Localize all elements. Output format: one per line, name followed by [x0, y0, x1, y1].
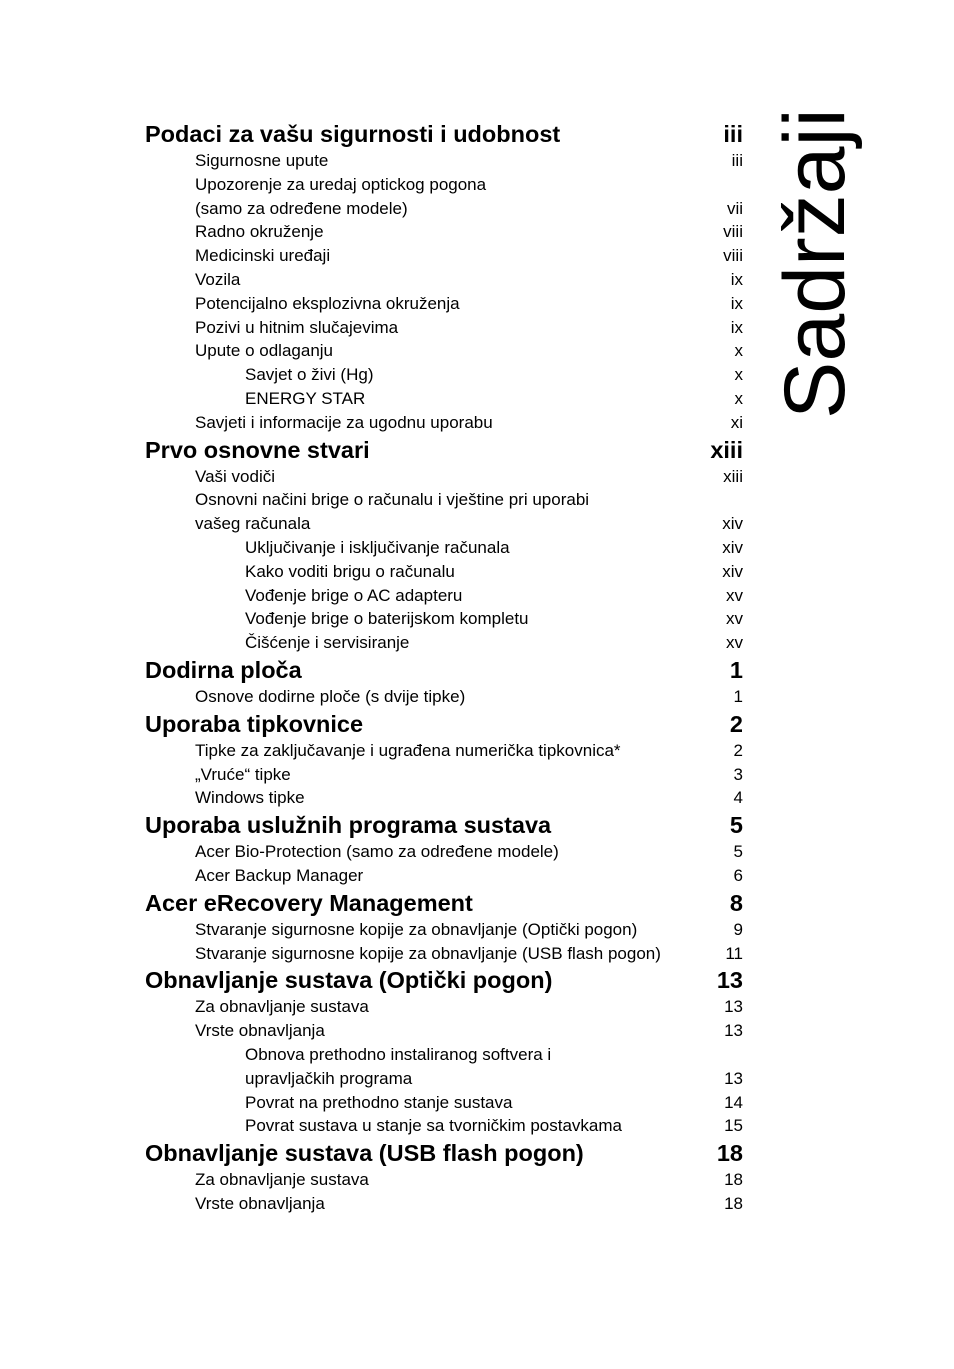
toc-entry-page: xv	[726, 585, 743, 605]
toc-entry-page: vii	[726, 198, 743, 218]
toc-entry-title: „Vruće“ tipke	[195, 764, 291, 784]
toc-entry-title: Medicinski uređaji	[195, 246, 331, 266]
toc-subsection-row[interactable]	[145, 584, 743, 608]
toc-entry-page: ix	[730, 269, 743, 289]
toc-entry-page: x	[734, 341, 743, 361]
toc-entry-title: Savjet o živi (Hg)	[245, 365, 374, 385]
toc-entry-page: iii	[731, 151, 743, 170]
toc-entry-page: 2	[733, 740, 743, 760]
toc-section-row[interactable]	[145, 220, 743, 244]
toc-entry-title: Pozivi u hitnim slučajevima	[195, 317, 399, 337]
toc-chapter-row[interactable]	[145, 435, 743, 465]
toc-entry-page: 18	[716, 1140, 743, 1167]
toc-entry-title: Uporaba tipkovnice	[145, 710, 364, 737]
toc-entry-title: Obnavljanje sustava (Optički pogon)	[145, 967, 553, 994]
toc-entry-title: Vozila	[195, 269, 241, 289]
toc-entry-title: Podaci za vašu sigurnosti i udobnost	[145, 121, 561, 147]
toc-entry-page: xv	[726, 633, 743, 653]
toc-section-row[interactable]	[145, 786, 743, 810]
toc-chapter-row[interactable]	[145, 709, 743, 739]
toc-subsection-row[interactable]	[145, 560, 743, 584]
toc-entry-page: 5	[733, 842, 743, 862]
toc-section-row[interactable]	[145, 149, 743, 173]
table-of-contents	[145, 119, 743, 1216]
toc-entry-page: 13	[724, 1021, 743, 1041]
toc-section-row[interactable]	[145, 268, 743, 292]
toc-entry-title: Prvo osnovne stvari	[145, 436, 370, 463]
toc-chapter-row[interactable]	[145, 119, 743, 149]
toc-entry-page: ix	[730, 317, 743, 337]
toc-entry-page: xiii	[710, 436, 743, 463]
toc-entry-title: Kako voditi brigu o računalu	[245, 561, 455, 581]
toc-section-row[interactable]	[145, 316, 743, 340]
toc-section-row[interactable]	[145, 739, 743, 763]
toc-chapter-row[interactable]	[145, 888, 743, 918]
toc-subsection-row[interactable]	[145, 363, 743, 387]
toc-entry-title: ENERGY STAR	[245, 388, 366, 408]
toc-subsection-row[interactable]	[145, 631, 743, 655]
toc-entry-title: upravljačkih programa	[245, 1068, 413, 1088]
toc-section-row[interactable]	[145, 1019, 743, 1043]
toc-entry-title: Obnova prethodno instaliranog softvera i	[245, 1044, 552, 1064]
toc-entry-title: Vrste obnavljanja	[195, 1193, 325, 1213]
toc-entry-title: Upozorenje za uredaj optickog pogona	[195, 174, 487, 194]
toc-subsection-row[interactable]	[145, 1114, 743, 1138]
toc-section-row[interactable]	[145, 488, 743, 512]
toc-entry-page: 11	[725, 943, 743, 963]
toc-entry-page: 6	[733, 865, 743, 885]
toc-chapter-row[interactable]	[145, 655, 743, 685]
toc-entry-title: Savjeti i informacije za ugodnu uporabu	[195, 412, 493, 432]
toc-section-row[interactable]	[145, 942, 743, 966]
toc-section-row[interactable]	[145, 685, 743, 709]
toc-entry-title: Sigurnosne upute	[195, 151, 329, 170]
toc-entry-title: Vođenje brige o AC adapteru	[245, 585, 463, 605]
toc-chapter-row[interactable]	[145, 1138, 743, 1168]
toc-entry-title: (samo za određene modele)	[195, 198, 408, 218]
toc-subsection-row[interactable]	[145, 1043, 743, 1067]
toc-entry-page: 15	[724, 1116, 743, 1136]
toc-entry-title: Uključivanje i isključivanje računala	[245, 537, 510, 557]
toc-entry-title: Povrat na prethodno stanje sustava	[245, 1092, 513, 1112]
toc-section-row[interactable]	[145, 512, 743, 536]
toc-section-row[interactable]	[145, 244, 743, 268]
toc-subsection-row[interactable]	[145, 1067, 743, 1091]
toc-entry-page: xiv	[722, 561, 743, 581]
toc-entry-page: viii	[723, 222, 743, 242]
toc-entry-title: Vaši vodiči	[195, 466, 275, 486]
toc-entry-page: xi	[730, 412, 743, 432]
toc-section-row[interactable]	[145, 197, 743, 221]
toc-entry-page: 8	[729, 889, 743, 916]
toc-entry-page: 1	[733, 686, 743, 706]
toc-entry-title: Potencijalno eksplozivna okruženja	[195, 293, 460, 313]
toc-section-row[interactable]	[145, 1168, 743, 1192]
toc-entry-page: xiv	[722, 537, 743, 557]
toc-entry-page: xiii	[723, 466, 743, 486]
toc-subsection-row[interactable]	[145, 387, 743, 411]
toc-section-row[interactable]	[145, 465, 743, 489]
toc-chapter-row[interactable]	[145, 965, 743, 995]
toc-subsection-row[interactable]	[145, 1091, 743, 1115]
toc-entry-title: Upute o odlaganju	[195, 341, 334, 361]
toc-section-row[interactable]	[145, 918, 743, 942]
toc-entry-title: Acer Bio-Protection (samo za određene modele)	[195, 842, 559, 862]
toc-entry-page: 3	[733, 764, 743, 784]
toc-entry-title: Osnovni načini brige o računalu i vještine pri uporabi	[195, 490, 590, 510]
toc-section-row[interactable]	[145, 339, 743, 363]
toc-entry-page: 4	[733, 788, 743, 808]
toc-entry-title: Stvaranje sigurnosne kopije za obnavljanje (Optički pogon)	[195, 919, 638, 939]
toc-subsection-row[interactable]	[145, 607, 743, 631]
toc-entry-title: Vođenje brige o baterijskom kompletu	[245, 609, 529, 629]
toc-entry-title: Dodirna ploča	[145, 656, 302, 683]
toc-entry-title: Tipke za zaključavanje i ugrađena numerička tipkovnica*	[195, 740, 621, 760]
toc-entry-page: ix	[730, 293, 743, 313]
toc-entry-title: Povrat sustava u stanje sa tvorničkim postavkama	[245, 1116, 622, 1136]
toc-entry-page: xv	[726, 609, 743, 629]
toc-entry-page: viii	[723, 246, 743, 266]
toc-entry-title: Čišćenje i servisiranje	[245, 633, 410, 653]
toc-section-row[interactable]	[145, 292, 743, 316]
toc-section-row[interactable]	[145, 840, 743, 864]
toc-entry-page: 13	[724, 997, 743, 1017]
side-title: Sadržaji	[767, 108, 863, 419]
toc-entry-page: 13	[716, 967, 743, 994]
toc-entry-page: 13	[724, 1068, 743, 1088]
toc-entry-title: Uporaba uslužnih programa sustava	[145, 812, 552, 839]
toc-chapter-row[interactable]	[145, 810, 743, 840]
toc-entry-title: Windows tipke	[195, 788, 305, 808]
toc-entry-page: 18	[724, 1170, 743, 1190]
toc-entry-title: Obnavljanje sustava (USB flash pogon)	[145, 1140, 584, 1167]
toc-entry-page: 5	[729, 812, 743, 839]
toc-entry-title: Za obnavljanje sustava	[195, 997, 369, 1017]
toc-entry-title: Stvaranje sigurnosne kopije za obnavljanje (USB flash pogon)	[195, 943, 661, 963]
toc-entry-title: Acer Backup Manager	[195, 865, 364, 885]
toc-entry-page: 2	[729, 710, 743, 737]
toc-entry-title: Za obnavljanje sustava	[195, 1170, 369, 1190]
toc-entry-title: Osnove dodirne ploče (s dvije tipke)	[195, 686, 466, 706]
toc-entry-page: 9	[733, 919, 743, 939]
toc-entry-page: 14	[724, 1092, 743, 1112]
toc-section-row[interactable]	[145, 1192, 743, 1216]
toc-entry-page: 1	[729, 656, 743, 683]
toc-entry-page: 18	[724, 1193, 743, 1213]
toc-section-row[interactable]	[145, 173, 743, 197]
toc-entry-title: Acer eRecovery Management	[145, 889, 473, 916]
toc-entry-title: vašeg računala	[195, 514, 311, 534]
toc-section-row[interactable]	[145, 763, 743, 787]
toc-section-row[interactable]	[145, 411, 743, 435]
toc-entry-title: Radno okruženje	[195, 222, 324, 242]
toc-entry-page: x	[734, 388, 743, 408]
toc-section-row[interactable]	[145, 995, 743, 1019]
toc-section-row[interactable]	[145, 864, 743, 888]
toc-entry-page: xiv	[722, 514, 743, 534]
toc-entry-page: x	[734, 365, 743, 385]
toc-entry-title: Vrste obnavljanja	[195, 1021, 325, 1041]
toc-entry-page: iii	[723, 121, 743, 147]
toc-subsection-row[interactable]	[145, 536, 743, 560]
